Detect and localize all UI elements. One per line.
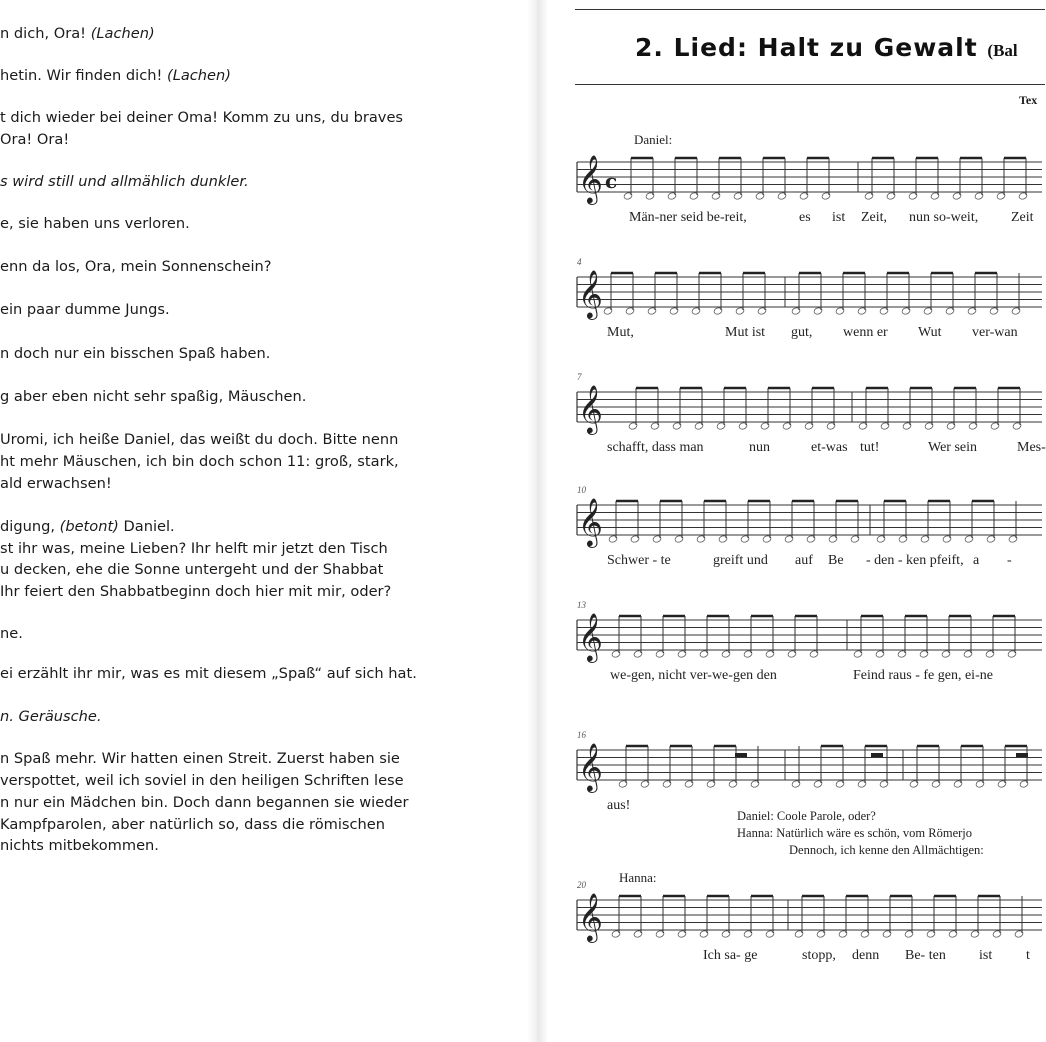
text-credit: Tex [1019,93,1038,107]
stage-direction: s wird still und allmählich dunkler. [0,173,249,190]
text-line [0,108,403,128]
stage-direction: (betont) [59,518,119,535]
text-line [0,624,23,644]
text-line [0,582,391,602]
stage-direction: (Lachen) [90,25,155,42]
text-line [0,771,404,791]
text-line [0,387,306,407]
lyric: Be- ten [905,948,946,963]
text-run: enn da los, Ora, mein Sonnenschein? [0,258,272,275]
lyric: we-gen, nicht ver-we-gen den [610,668,777,683]
text-line [0,707,102,727]
whole-rest [1016,753,1028,757]
text-line [0,815,385,835]
lyric: tut! [860,440,880,455]
text-line [0,130,69,150]
text-line [0,214,190,234]
text-line [0,300,170,320]
lyric: schafft, dass man [607,440,704,455]
text-line [0,517,175,537]
text-line [0,66,231,86]
lyric: nun [749,440,770,455]
dialogue-line: Hanna: Natürlich wäre es schön, vom Römerjo [737,826,973,840]
text-line [0,172,249,192]
lyric: et-was [811,440,848,455]
lyric: a [973,553,980,568]
lyric: ist [979,948,993,963]
lyric: nun so-weit, [909,210,979,225]
lyric: Ich sa- ge [703,948,758,963]
text-run: Ora! Ora! [0,131,70,148]
text-line [0,539,388,559]
text-run: e, sie haben uns verloren. [0,215,190,232]
lyric: - [1007,553,1012,568]
measure-number: 10 [577,485,586,495]
text-run: g aber eben nicht sehr spaßig, Mäuschen. [0,388,307,405]
text-line [0,664,417,684]
text-run: nichts mitbekommen. [0,837,159,854]
lyric: Mut ist [725,325,766,340]
lyric: Wut [918,325,942,340]
lyric: greift und [713,553,768,568]
text-run: n Spaß mehr. Wir hatten einen Streit. Zuerst haben sie [0,750,400,767]
stage-direction: n. Geräusche. [0,708,102,725]
text-line [0,257,272,277]
treble-clef: 𝄞 [578,269,603,318]
text-run: digung, [0,518,60,535]
lyric: Schwer - te [607,553,671,568]
time-signature: c [605,169,618,193]
text-run: Kampfparolen, aber natürlich so, dass die römischen [0,816,386,833]
measure-number: 7 [577,372,582,382]
lyric: Zeit [1011,210,1034,225]
lyric: Wer sein [928,440,978,455]
text-run: Daniel. [118,518,175,535]
measure-number: 20 [577,880,586,890]
lyric: Feind raus - fe gen, ei-ne [853,668,993,683]
lyric: wenn er [843,325,888,340]
text-run: n dich, Ora! [0,25,91,42]
lyric: auf [795,553,813,568]
measure-number: 4 [577,257,582,267]
dialogue-line: Daniel: Coole Parole, oder? [737,809,876,823]
lyric: Män-ner seid be-reit, [629,210,747,225]
text-run: n doch nur ein bisschen Spaß haben. [0,345,271,362]
text-run: n nur ein Mädchen bin. Doch dann begannen sie wieder [0,794,409,811]
text-run: t dich wieder bei deiner Oma! Komm zu uns, du braves [0,109,404,126]
book-gutter [527,0,547,1042]
song-title-suffix: (Bal [987,41,1018,60]
treble-clef: 𝄞 [578,612,603,661]
text-line [0,452,399,472]
lyric: denn [852,948,880,963]
text-line [0,836,159,856]
lyric: ver-wan [972,325,1018,340]
lyric: - den - ken pfeift, [866,553,964,568]
text-run: hetin. Wir finden dich! [0,67,167,84]
text-run: ei erzählt ihr mir, was es mit diesem „Spaß“ auf sich hat. [0,665,417,682]
treble-clef: 𝄞 [578,742,603,791]
right-page [547,0,1046,1042]
treble-clef: 𝄞 [578,384,603,433]
whole-rest [735,753,747,757]
text-run: ein paar dumme Jungs. [0,301,170,318]
speaker-label: Hanna: [619,870,657,885]
lyric: Zeit, [861,210,888,225]
lyric: t [1026,948,1030,963]
lyric: Be [828,553,844,568]
treble-clef: 𝄞 [578,497,603,546]
text-line [0,749,400,769]
treble-clef: 𝄞 [578,892,603,941]
speaker-label: Daniel: [634,132,673,147]
text-run: u decken, ehe die Sonne untergeht und der Shabbat [0,561,384,578]
text-run: Ihr feiert den Shabbatbeginn doch hier mit mir, oder? [0,583,392,600]
text-run: Uromi, ich heiße Daniel, das weißt du doch. Bitte nenn [0,431,399,448]
lyric: es [799,210,811,225]
lyric: stopp, [802,948,836,963]
text-run: ht mehr Mäuschen, ich bin doch schon 11: groß, stark, [0,453,399,470]
song-title-text: 2. Lied: Halt zu Gewalt [635,33,978,62]
measure-number: 16 [577,730,586,740]
lyric: ist [832,210,846,225]
text-line [0,344,270,364]
lyric: aus! [607,798,631,813]
text-line [0,793,408,813]
dialogue-line: Dennoch, ich kenne den Allmächtigen: [789,843,984,857]
text-run: ald erwachsen! [0,475,112,492]
text-line [0,430,398,450]
lyric: Mut, [607,325,634,340]
stage-direction: (Lachen) [167,67,231,84]
text-line [0,474,112,494]
text-run: ne. [0,625,23,642]
text-line [0,24,155,44]
lyric: gut, [791,325,813,340]
treble-clef: 𝄞 [578,154,603,203]
text-run: verspottet, weil ich soviel in den heiligen Schriften lese [0,772,404,789]
measure-number: 13 [577,600,586,610]
lyric: Mes- [1017,440,1046,455]
whole-rest [871,753,883,757]
text-line [0,560,383,580]
text-run: st ihr was, meine Lieben? Ihr helft mir jetzt den Tisch [0,540,388,557]
